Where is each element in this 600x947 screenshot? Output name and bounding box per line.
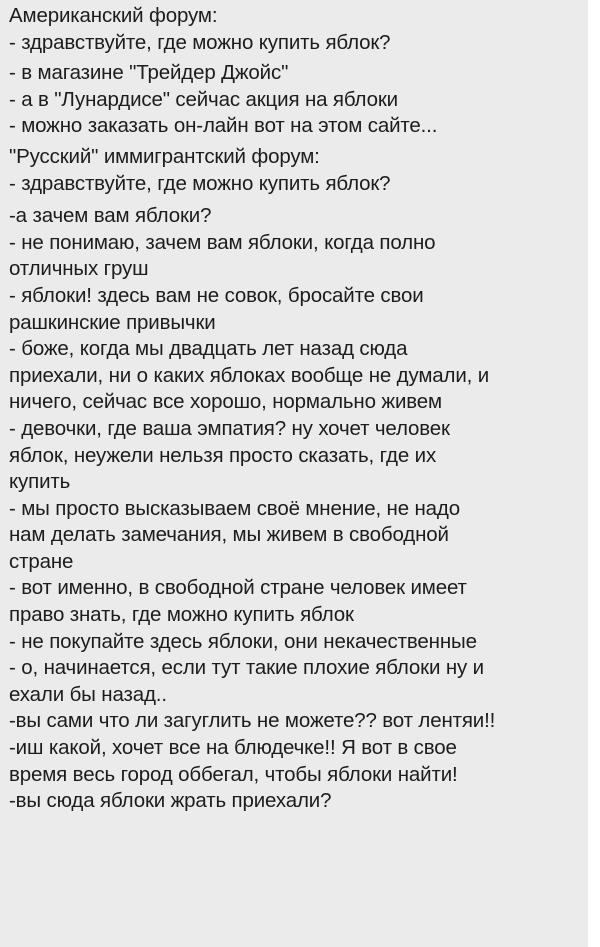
text-line: нам делать замечания, мы живем в свободной	[9, 523, 449, 547]
text-line: - не покупайте здесь яблоки, они некачественные	[9, 629, 477, 653]
text-line: - вот именно, в свободной стране человек имеет	[9, 576, 467, 600]
text-line: право знать, где можно купить яблок	[9, 603, 354, 627]
text-line: - мы просто высказываем своё мнение, не надо	[9, 496, 460, 520]
text-line: - в магазине "Трейдер Джойс"	[9, 61, 289, 85]
text-line: приехали, ни о каких яблоках вообще не думали, и	[9, 363, 490, 387]
text-line: - не понимаю, зачем вам яблоки, когда полно	[9, 230, 436, 254]
text-line: стране	[9, 549, 74, 573]
text-line: - здравствуйте, где можно купить яблок?	[9, 30, 391, 54]
text-line: -иш какой, хочет все на блюдечке!! Я вот в свое	[9, 736, 457, 760]
text-line: - боже, когда мы двадцать лет назад сюда	[9, 337, 408, 361]
text-line: -а зачем вам яблоки?	[9, 204, 212, 228]
text-line: яблок, неужели нельзя просто сказать, где их	[9, 443, 437, 467]
text-line: -вы сюда яблоки жрать приехали?	[9, 789, 332, 813]
text-line: - а в "Лунардисе" сейчас акция на яблоки	[9, 87, 398, 111]
text-line: -вы сами что ли загуглить не можете?? вот лентяи!!	[9, 709, 496, 733]
text-line: - яблоки! здесь вам не совок, бросайте свои	[9, 283, 424, 307]
text-line: время весь город оббегал, чтобы яблоки найти!	[9, 762, 458, 786]
text-line: - можно заказать он-лайн вот на этом сайте...	[9, 114, 438, 138]
text-line-forum-title-american: Американский форум:	[9, 4, 218, 27]
text-line: рашкинские привычки	[9, 310, 216, 334]
page-margin-strip	[588, 0, 600, 947]
text-line: - здравствуйте, где можно купить яблок?	[9, 171, 391, 195]
text-line: отличных груш	[9, 257, 149, 281]
text-line-forum-title-russian: "Русский" иммигрантский форум:	[9, 144, 320, 168]
text-line: ничего, сейчас все хорошо, нормально живем	[9, 390, 442, 414]
text-line: - о, начинается, если тут такие плохие яблоки ну и	[9, 656, 484, 680]
text-line: ехали бы назад..	[9, 682, 167, 706]
text-line: купить	[9, 470, 71, 494]
text-line: - девочки, где ваша эмпатия? ну хочет человек	[9, 416, 450, 440]
